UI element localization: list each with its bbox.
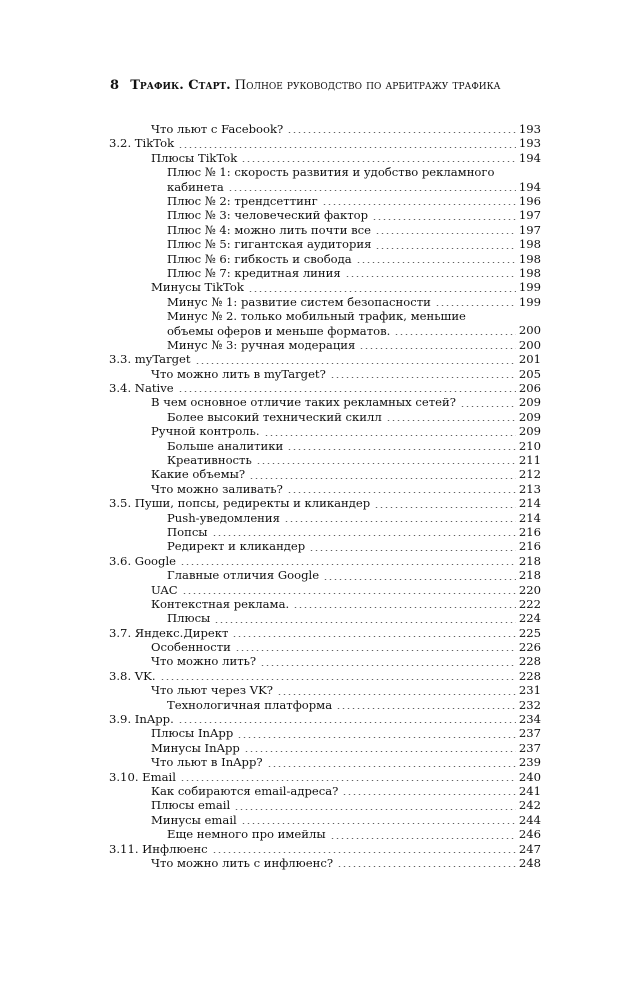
- toc-page-number: 226: [518, 640, 541, 655]
- toc-page-number: 224: [518, 611, 541, 626]
- toc-page-number: 228: [518, 654, 541, 669]
- toc-entry-title: [151, 280, 244, 294]
- dot-leader: [228, 190, 516, 191]
- toc-page-number: 231: [518, 683, 541, 698]
- toc-entry: [109, 597, 541, 611]
- toc-page-number: 199: [518, 294, 541, 309]
- dot-leader: [345, 276, 516, 277]
- toc-entry: [109, 654, 541, 668]
- toc-entry-title: [151, 151, 237, 165]
- toc-page-number: 198: [518, 265, 541, 280]
- toc-entry: [109, 439, 541, 453]
- dot-leader: [323, 579, 516, 580]
- dot-leader: [337, 866, 516, 867]
- toc-entry-title: [167, 511, 280, 525]
- toc-entry-title: [151, 640, 231, 654]
- toc-entry-title: [167, 698, 332, 712]
- toc-entry-title-line: 3.9. InApp.: [109, 712, 174, 727]
- toc-page-number: 225: [518, 625, 541, 640]
- toc-entry-title-line: Плюс № 5: гигантская аудитория: [167, 237, 372, 252]
- toc-entry-title-line: Креативность: [167, 453, 252, 468]
- toc-entry-title: [167, 208, 368, 222]
- toc-entry-title: [109, 554, 176, 568]
- toc-entry-title-line: Ручной контроль.: [151, 424, 260, 439]
- toc-page-number: 212: [518, 467, 541, 482]
- table-of-contents: [109, 122, 541, 870]
- book-title: Трафик. Старт.: [130, 78, 231, 93]
- toc-entry: [109, 208, 541, 222]
- toc-page-number: 237: [518, 740, 541, 755]
- dot-leader: [375, 248, 515, 249]
- toc-entry-title-line: 3.7. Яндекс.Директ: [109, 625, 229, 640]
- toc-entry-title: [151, 755, 263, 769]
- toc-page-number: 209: [518, 424, 541, 439]
- toc-entry: [109, 669, 541, 683]
- dot-leader: [248, 291, 516, 292]
- toc-entry-title: [167, 338, 355, 352]
- toc-entry: [109, 496, 541, 510]
- toc-entry-title: [151, 654, 256, 668]
- toc-entry: [109, 295, 541, 309]
- dot-leader: [212, 852, 516, 853]
- toc-page-number: 237: [518, 726, 541, 741]
- dot-leader: [374, 507, 516, 508]
- toc-entry-title-line: Контекстная реклама.: [151, 596, 290, 611]
- toc-entry-title-line: Что можно лить?: [151, 654, 257, 669]
- toc-entry: [109, 367, 541, 381]
- toc-entry-title-line: 3.2. TikTok: [109, 136, 175, 151]
- toc-page-number: 248: [518, 855, 541, 870]
- toc-page-number: 197: [518, 222, 541, 237]
- toc-page-number: 200: [518, 323, 541, 338]
- dot-leader: [284, 521, 516, 522]
- toc-entry-title-line: Еще немного про имейлы: [167, 827, 326, 842]
- toc-entry: [109, 266, 541, 280]
- dot-leader: [214, 622, 516, 623]
- toc-page-number: 218: [518, 553, 541, 568]
- toc-entry: [109, 338, 541, 352]
- toc-entry-title-line: Минус № 2. только мобильный трафик, меньшие: [167, 309, 466, 324]
- toc-entry-title-line: Минусы TikTok: [151, 280, 244, 295]
- dot-leader: [178, 147, 516, 148]
- toc-entry-title-line: В чем основное отличие таких рекламных сетей?: [151, 395, 456, 410]
- toc-page-number: 206: [518, 381, 541, 396]
- toc-entry-title: [109, 712, 174, 726]
- toc-entry-title-line: Что можно лить с инфлюенс?: [151, 855, 334, 870]
- toc-entry-title-line: Минусы InApp: [151, 740, 240, 755]
- toc-entry-title-line: Плюсы TikTok: [151, 150, 238, 165]
- toc-entry-title-line: Редирект и кликандер: [167, 539, 306, 554]
- toc-entry: [109, 712, 541, 726]
- dot-leader: [293, 607, 516, 608]
- dot-leader: [237, 737, 516, 738]
- dot-leader: [277, 694, 516, 695]
- toc-page-number: 247: [518, 841, 541, 856]
- toc-page-number: 209: [518, 395, 541, 410]
- toc-entry-title: [151, 367, 326, 381]
- dot-leader: [182, 593, 516, 594]
- toc-entry-title: [167, 611, 210, 625]
- toc-entry-title-line: Особенности: [151, 640, 231, 655]
- toc-entry-title-line: Плюсы: [167, 611, 211, 626]
- toc-entry-title-line: Минус № 1: развитие систем безопасности: [167, 294, 431, 309]
- toc-entry-title-line: Минусы email: [151, 812, 237, 827]
- toc-entry-title: [151, 583, 178, 597]
- toc-entry-title-line: Плюс № 6: гибкость и свобода: [167, 251, 352, 266]
- toc-page-number: 211: [518, 453, 541, 467]
- toc-entry-title: [109, 381, 174, 395]
- toc-page-number: 198: [518, 251, 541, 266]
- toc-entry: [109, 424, 541, 438]
- dot-leader: [264, 435, 516, 436]
- toc-entry: [109, 683, 541, 697]
- toc-entry: [109, 798, 541, 812]
- toc-entry-title-line: UAC: [151, 582, 178, 597]
- toc-page-number: 246: [518, 827, 541, 842]
- toc-page-number: 216: [518, 539, 541, 554]
- toc-entry-title: [167, 223, 371, 237]
- toc-entry-title-line: Что можно заливать?: [151, 481, 283, 496]
- toc-entry: [109, 165, 541, 194]
- toc-entry-title: [167, 252, 352, 266]
- dot-leader: [322, 204, 516, 205]
- toc-entry-title-continuation: кабинета: [167, 179, 224, 194]
- toc-page-number: 239: [518, 755, 541, 770]
- toc-entry-title-line: Плюс № 7: кредитная линия: [167, 265, 341, 280]
- toc-page-number: 214: [518, 510, 541, 525]
- toc-page-number: 200: [518, 337, 541, 352]
- toc-page-number: 216: [518, 524, 541, 539]
- toc-page-number: 242: [518, 798, 541, 813]
- dot-leader: [241, 161, 516, 162]
- dot-leader: [359, 348, 516, 349]
- toc-page-number: 210: [518, 438, 541, 453]
- toc-page-number: 209: [518, 409, 541, 424]
- toc-entry-title-line: Плюсы email: [151, 798, 231, 813]
- toc-entry: [109, 755, 541, 769]
- toc-entry-title-line: Технологичная платформа: [167, 697, 333, 712]
- toc-entry-title-line: Push-уведомления: [167, 510, 280, 525]
- toc-entry: [109, 568, 541, 582]
- toc-page-number: 193: [518, 136, 541, 151]
- toc-entry-title: [167, 453, 252, 467]
- dot-leader: [267, 766, 516, 767]
- toc-entry: [109, 410, 541, 424]
- toc-entry: [109, 611, 541, 625]
- toc-entry: [109, 525, 541, 539]
- toc-entry-title: [167, 237, 371, 251]
- page-number: 8: [110, 78, 120, 93]
- toc-entry: [109, 395, 541, 409]
- toc-entry-title-line: 3.10. Email: [109, 769, 176, 784]
- toc-entry-title-line: 3.5. Пуши, попсы, редиректы и кликандер: [109, 496, 371, 511]
- toc-entry-title-line: Что льют с Facebook?: [151, 122, 284, 136]
- toc-entry: [109, 467, 541, 481]
- toc-entry-title-line: Плюс № 4: можно лить почти все: [167, 222, 372, 237]
- dot-leader: [180, 564, 516, 565]
- toc-entry: [109, 539, 541, 553]
- toc-page-number: 232: [518, 697, 541, 712]
- toc-entry: [109, 741, 541, 755]
- dot-leader: [160, 679, 516, 680]
- toc-entry-title: [151, 395, 456, 409]
- toc-entry: [109, 842, 541, 856]
- book-subtitle: Полное руководство по арбитражу трафика: [234, 78, 501, 93]
- toc-entry: [109, 554, 541, 568]
- toc-entry-title: [167, 827, 326, 841]
- dot-leader: [394, 334, 516, 335]
- toc-entry-title-line: Главные отличия Google: [167, 568, 320, 583]
- dot-leader: [435, 305, 516, 306]
- toc-page-number: 213: [518, 481, 541, 496]
- toc-entry-title-line: Плюс № 2: трендсеттинг: [167, 193, 318, 208]
- toc-entry: [109, 280, 541, 294]
- toc-entry-title: [109, 626, 228, 640]
- toc-entry-title-continuation: объемы оферов и меньше форматов.: [167, 323, 391, 338]
- running-header: [110, 78, 530, 93]
- toc-page-number: 234: [518, 712, 541, 727]
- toc-entry-title-line: Плюсы InApp: [151, 726, 234, 741]
- toc-entry: [109, 151, 541, 165]
- toc-entry-title: [167, 410, 382, 424]
- toc-page-number: 197: [518, 208, 541, 223]
- toc-page-number: 193: [518, 121, 541, 136]
- dot-leader: [244, 751, 516, 752]
- dot-leader: [178, 391, 516, 392]
- toc-entry-title: [151, 683, 273, 697]
- toc-entry-title-line: Что льют через VK?: [151, 683, 273, 698]
- toc-page-number: 196: [518, 193, 541, 208]
- toc-entry-title-line: 3.6. Google: [109, 553, 177, 568]
- toc-entry-title: [109, 352, 191, 366]
- toc-entry-title: [151, 467, 245, 481]
- toc-entry-title: [167, 295, 431, 309]
- toc-entry: [109, 784, 541, 798]
- toc-entry-title-line: 3.4. Native: [109, 381, 174, 396]
- dot-leader: [195, 363, 516, 364]
- dot-leader: [342, 794, 515, 795]
- toc-entry: [109, 352, 541, 366]
- toc-entry-title-line: Попсы: [167, 524, 208, 539]
- toc-page-number: 214: [518, 496, 541, 511]
- toc-entry-title: [109, 770, 176, 784]
- dot-leader: [180, 780, 516, 781]
- toc-entry-title: [167, 525, 208, 539]
- toc-entry: [109, 511, 541, 525]
- dot-leader: [287, 449, 516, 450]
- toc-page-number: 240: [518, 769, 541, 784]
- toc-entry-title: [167, 539, 305, 553]
- toc-entry-title: [151, 741, 240, 755]
- dot-leader: [330, 377, 516, 378]
- toc-entry-title-line: Более высокий технический скилл: [167, 409, 382, 424]
- toc-entry: [109, 827, 541, 841]
- toc-page-number: 194: [518, 179, 541, 194]
- toc-page-number: 244: [518, 812, 541, 827]
- toc-entry: [109, 309, 541, 338]
- toc-page-number: 228: [518, 668, 541, 683]
- toc-entry-title: [151, 784, 338, 798]
- toc-entry: [109, 237, 541, 251]
- toc-entry: [109, 856, 541, 870]
- toc-entry-title-line: Минус № 3: ручная модерация: [167, 337, 356, 352]
- toc-entry: [109, 122, 541, 136]
- toc-entry-title: [167, 568, 319, 582]
- toc-page-number: 241: [518, 783, 541, 798]
- toc-entry: [109, 453, 541, 467]
- toc-entry-title: [151, 482, 283, 496]
- toc-entry: [109, 482, 541, 496]
- dot-leader: [212, 535, 516, 536]
- toc-entry-title-line: Плюс № 1: скорость развития и удобство рекламного: [167, 165, 495, 180]
- dot-leader: [330, 838, 516, 839]
- toc-entry-title-line: 3.3. myTarget: [109, 352, 191, 367]
- toc-entry: [109, 640, 541, 654]
- toc-entry-title-line: Какие объемы?: [151, 467, 246, 482]
- toc-entry-title: [151, 597, 289, 611]
- toc-entry: [109, 626, 541, 640]
- toc-entry: [109, 381, 541, 395]
- dot-leader: [309, 550, 516, 551]
- toc-entry-title: [151, 813, 237, 827]
- toc-entry: [109, 726, 541, 740]
- dot-leader: [336, 708, 516, 709]
- dot-leader: [356, 262, 516, 263]
- toc-entry-title: [109, 136, 174, 150]
- toc-entry-title: [151, 424, 260, 438]
- toc-page-number: 205: [518, 366, 541, 381]
- toc-page-number: 222: [518, 596, 541, 611]
- dot-leader: [178, 722, 516, 723]
- toc-entry-title-line: Как собираются email-адреса?: [151, 784, 339, 798]
- dot-leader: [375, 233, 516, 234]
- dot-leader: [287, 132, 516, 133]
- toc-entry: [109, 252, 541, 266]
- toc-entry: [109, 813, 541, 827]
- toc-entry-title: [151, 726, 233, 740]
- toc-entry-title-line: Плюс № 3: человеческий фактор: [167, 208, 369, 223]
- dot-leader: [460, 406, 516, 407]
- dot-leader: [241, 823, 516, 824]
- toc-entry: [109, 770, 541, 784]
- toc-entry: [109, 223, 541, 237]
- dot-leader: [287, 492, 516, 493]
- toc-entry-title: [151, 798, 230, 812]
- toc-entry: [109, 136, 541, 150]
- toc-entry: [109, 583, 541, 597]
- dot-leader: [256, 463, 516, 464]
- toc-entry-title-line: Больше аналитики: [167, 438, 284, 453]
- toc-page-number: 220: [518, 582, 541, 597]
- toc-entry-title: [109, 669, 156, 683]
- dot-leader: [249, 478, 516, 479]
- toc-page-number: 198: [518, 237, 541, 252]
- dot-leader: [386, 420, 516, 421]
- toc-entry-title-line: 3.8. VK.: [109, 668, 156, 683]
- toc-page-number: 218: [518, 568, 541, 583]
- toc-page-number: 201: [518, 352, 541, 367]
- toc-entry-title-line: Что можно лить в myTarget?: [151, 366, 326, 381]
- dot-leader: [234, 809, 516, 810]
- dot-leader: [232, 636, 515, 637]
- toc-entry-title: [167, 439, 283, 453]
- toc-entry-title-line: 3.11. Инфлюенс: [109, 841, 208, 856]
- toc-entry-title: [151, 122, 283, 136]
- toc-entry-title: [109, 496, 370, 510]
- dot-leader: [235, 650, 516, 651]
- dot-leader: [260, 665, 516, 666]
- toc-page-number: 199: [518, 280, 541, 295]
- toc-entry-title: [109, 842, 208, 856]
- toc-page-number: 194: [518, 150, 541, 165]
- toc-entry-title: [167, 194, 318, 208]
- toc-entry-title-line: Что льют в InApp?: [151, 755, 263, 770]
- toc-entry-title: [167, 266, 341, 280]
- toc-entry-title: [151, 856, 333, 870]
- dot-leader: [372, 219, 516, 220]
- toc-entry: [109, 194, 541, 208]
- toc-entry: [109, 698, 541, 712]
